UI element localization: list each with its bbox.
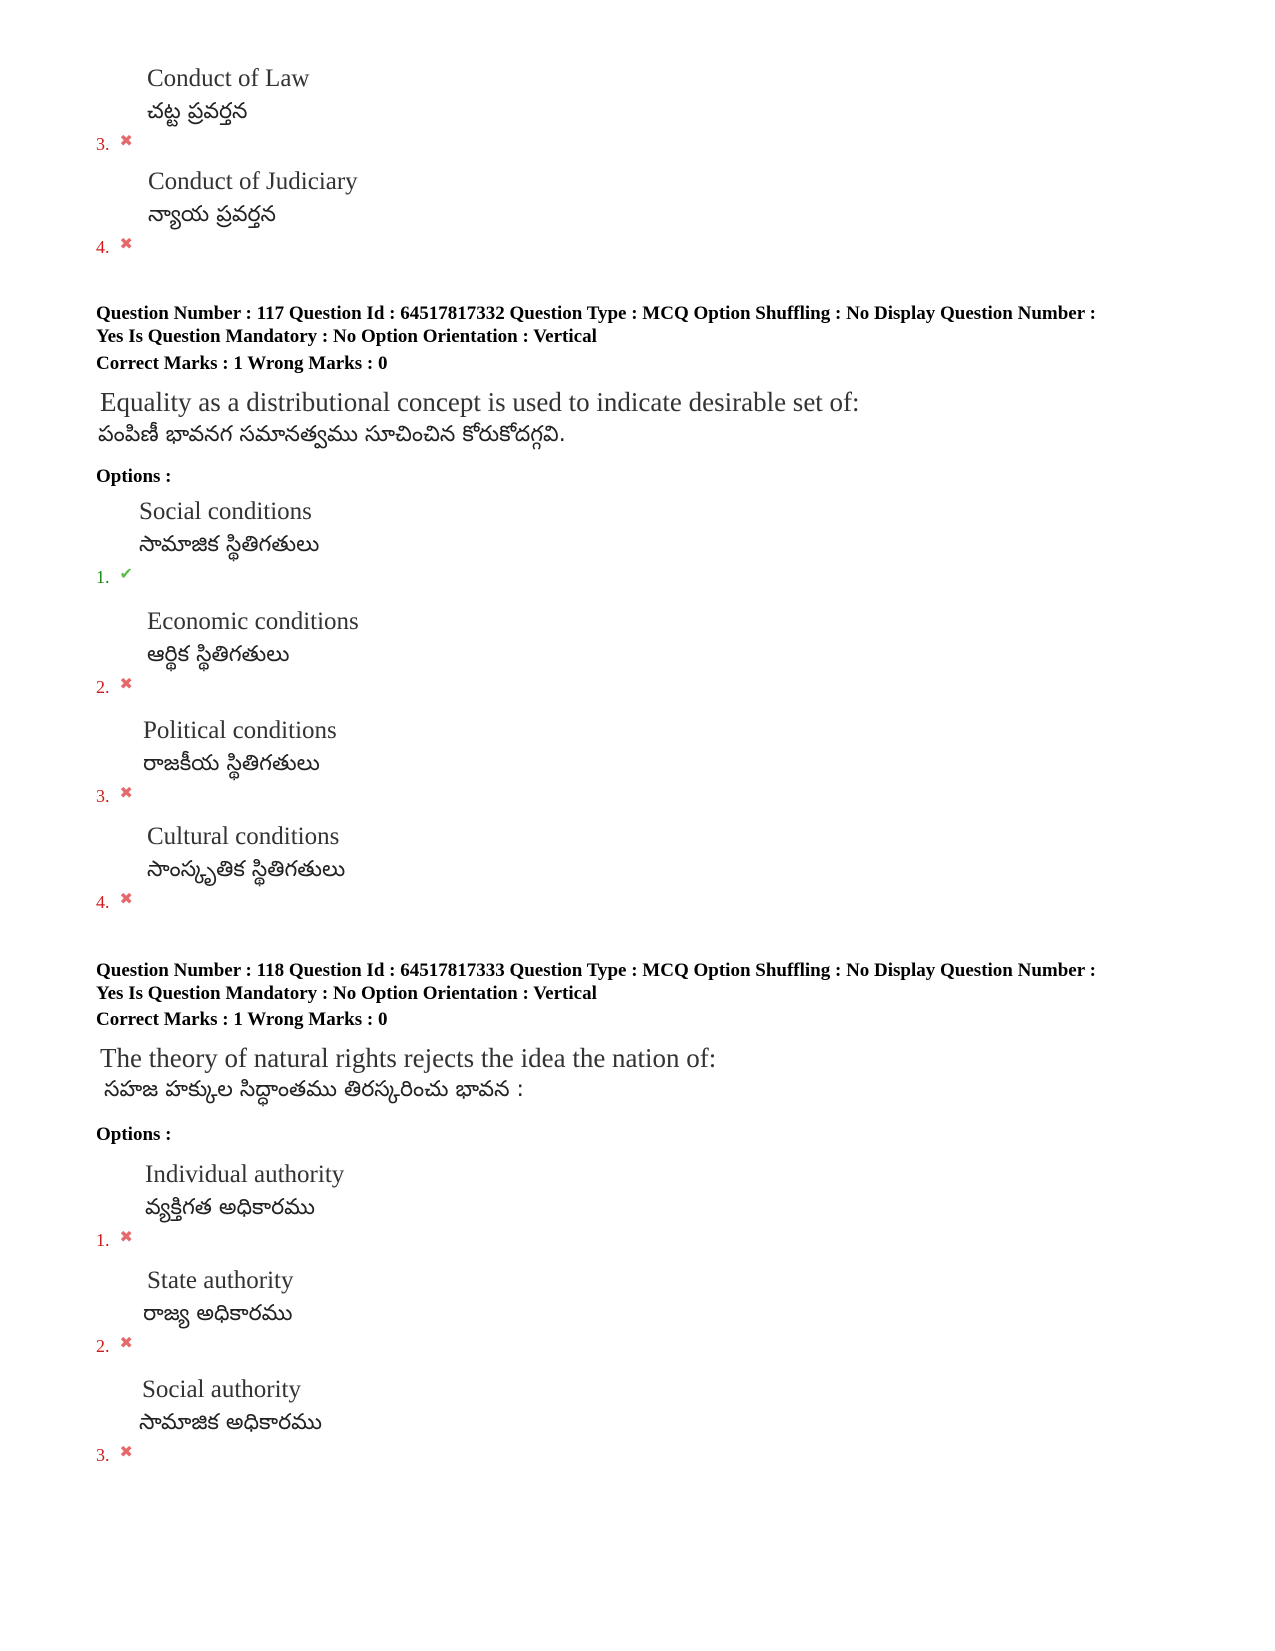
cross-icon: ✖ (119, 674, 133, 693)
question-meta-line-1: Question Number : 118 Question Id : 64517817333 Question Type : MCQ Option Shuffling : No Display Question Number : (96, 960, 1096, 981)
option-text-english: State authority (147, 1267, 294, 1294)
option-text-english: Conduct of Law (147, 65, 310, 92)
option-text-english: Cultural conditions (147, 823, 340, 850)
option-text-english: Economic conditions (147, 608, 359, 635)
option-number-label: 2. (96, 1336, 110, 1356)
option-number (96, 889, 133, 912)
option-text-telugu: చట్ట ప్రవర్తన (147, 99, 248, 124)
option-number-label: 1. (96, 1230, 110, 1250)
question-header (96, 959, 1196, 1005)
option-number (96, 1442, 133, 1465)
option-number-label: 3. (96, 134, 110, 154)
question-meta-line-1: Question Number : 117 Question Id : 64517817332 Question Type : MCQ Option Shuffling : No Display Question Number : (96, 303, 1096, 324)
option-item (92, 1375, 792, 1465)
option-item (92, 64, 792, 154)
cross-icon: ✖ (119, 131, 133, 150)
option-item (92, 822, 792, 912)
option-number (96, 1333, 133, 1356)
option-item (92, 497, 792, 587)
cross-icon: ✖ (119, 889, 133, 908)
option-number (96, 131, 133, 154)
cross-icon: ✖ (119, 1333, 133, 1352)
question-text-telugu: పంపిణీ భావనగ సమానత్వము సూచించిన కోరుకోదగ్గవి. (98, 422, 566, 447)
option-text-telugu: సాంస్కృతిక స్థితిగతులు (147, 857, 346, 882)
question-meta-line-2: Yes Is Question Mandatory : No Option Orientation : Vertical (96, 983, 597, 1004)
option-item (92, 607, 792, 697)
option-number-label: 3. (96, 786, 110, 806)
option-text-english: Conduct of Judiciary (148, 168, 358, 195)
question-text-english: Equality as a distributional concept is used to indicate desirable set of: (100, 387, 860, 417)
question-marks: Correct Marks : 1 Wrong Marks : 0 (96, 353, 388, 374)
question-text-english: The theory of natural rights rejects the idea the nation of: (100, 1043, 717, 1073)
option-number (96, 1227, 133, 1250)
option-number (96, 234, 133, 257)
option-item (92, 716, 792, 806)
option-text-telugu: రాజ్య అధికారము (143, 1301, 293, 1326)
question-marks: Correct Marks : 1 Wrong Marks : 0 (96, 1009, 388, 1030)
option-text-english: Social conditions (139, 498, 312, 525)
option-number (96, 674, 133, 697)
option-text-telugu: వ్యక్తిగత అధికారము (145, 1195, 316, 1220)
cross-icon: ✖ (119, 783, 133, 802)
question-header (96, 302, 1196, 348)
option-number-label: 3. (96, 1445, 110, 1465)
options-label: Options : (96, 466, 172, 487)
option-text-telugu: సామాజిక స్థితిగతులు (139, 532, 320, 557)
option-item (92, 167, 792, 257)
check-icon: ✔ (119, 564, 133, 583)
option-text-telugu: ఆర్థిక స్థితిగతులు (147, 642, 290, 667)
question-text-telugu: సహజ హక్కుల సిద్ధాంతము తిరస్కరించు భావన : (104, 1077, 524, 1102)
option-text-english: Social authority (142, 1376, 301, 1403)
option-number-label: 4. (96, 892, 110, 912)
option-text-telugu: సామాజిక అధికారము (139, 1410, 323, 1435)
option-text-telugu: రాజకీయ స్థితిగతులు (143, 751, 320, 776)
cross-icon: ✖ (119, 234, 133, 253)
option-item (92, 1160, 792, 1250)
cross-icon: ✖ (119, 1227, 133, 1246)
option-number-label: 2. (96, 677, 110, 697)
option-number-label: 1. (96, 567, 110, 587)
option-number (96, 564, 133, 587)
option-number (96, 783, 133, 806)
cross-icon: ✖ (119, 1442, 133, 1461)
question-meta-line-2: Yes Is Question Mandatory : No Option Orientation : Vertical (96, 326, 597, 347)
option-text-english: Political conditions (143, 717, 337, 744)
option-text-telugu: న్యాయ ప్రవర్తన (148, 202, 276, 227)
option-item (92, 1266, 792, 1356)
option-number-label: 4. (96, 237, 110, 257)
option-text-english: Individual authority (145, 1161, 345, 1188)
options-label: Options : (96, 1124, 172, 1145)
